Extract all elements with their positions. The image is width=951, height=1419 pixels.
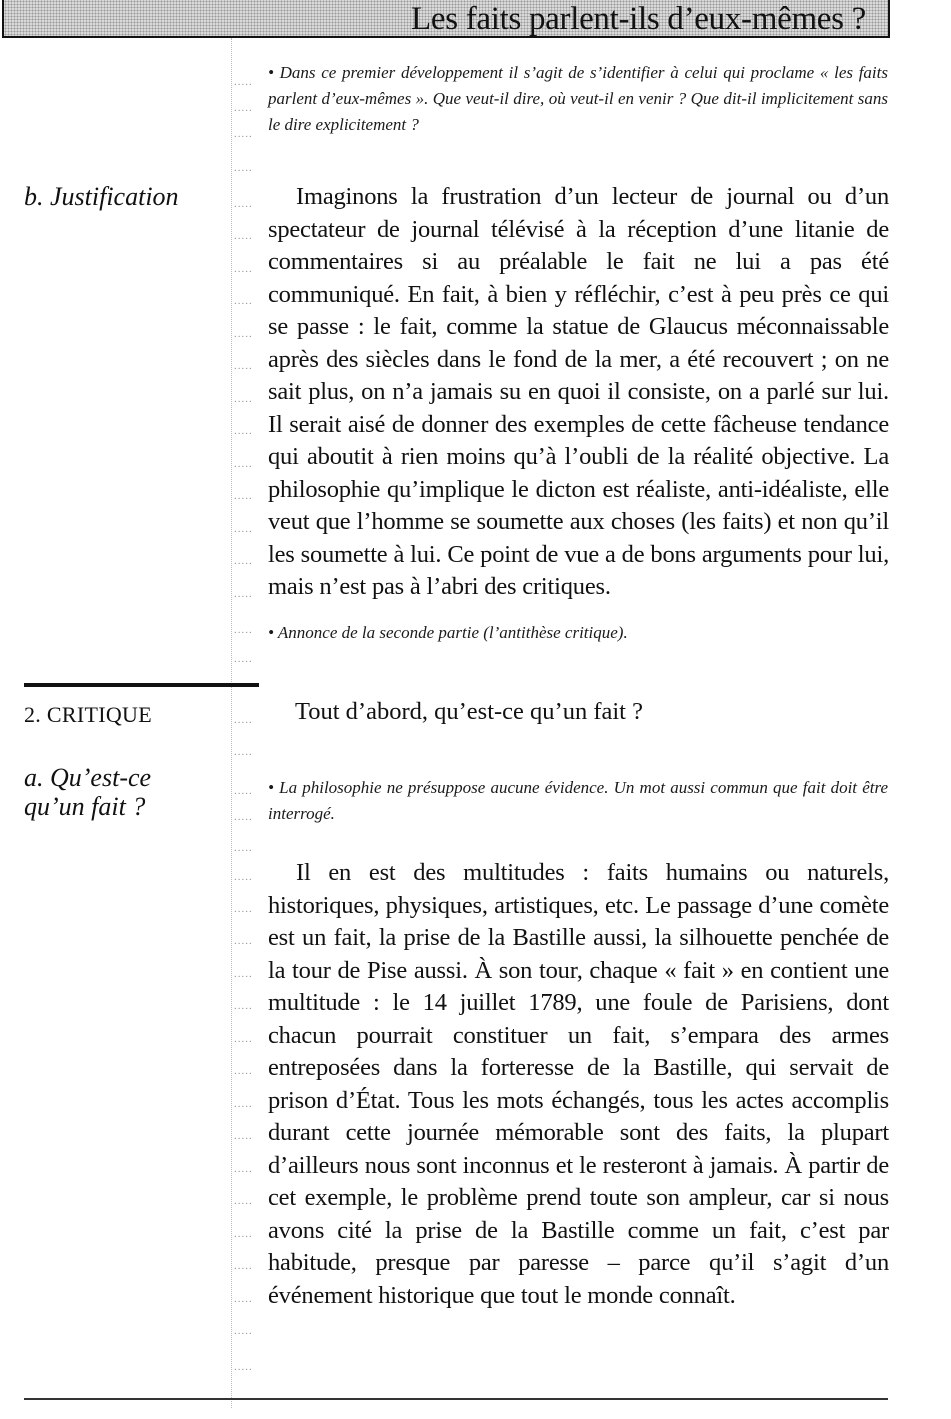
paragraph-justification: Imaginons la frustration d’un lecteur de journal ou d’un spectateur de journal télévisé à la réception d’une litanie de commentaires si au préalable le fait ne lui a pas été communiqué. En fait, à bien y réfléchir, c’est à peu près ce qui se passe : le fait, comme la statue de Glaucus méconnaissable après des siècles dans le fond de la mer, a été recouvert ; on ne sait plus, on n’a jamais su en quoi il consiste, on a parlé sur lui. Il serait aisé de donner des exemples de cette fâcheuse tendance qui aboutit à rien moins qu’à l’oubli de la réalité objective. La philosophie qu’implique le dicton est réaliste, anti-idéaliste, elle veut que l’homme se soumette aux choses (les faits) et non qu’il les soumette à lui. Ce point de vue a de bons arguments pour lui, mais n’est pas à l’abri des critiques. [268, 183, 889, 600]
page-bottom-rule [24, 1398, 888, 1400]
margin-note-3: • La philosophie ne présuppose aucune évidence. Un mot aussi commun que fait doit être interrogé. [268, 778, 888, 823]
subsection-heading-line2: qu’un fait ? [24, 792, 146, 822]
chapter-header-band [2, 0, 890, 38]
section-heading-justification: b. Justification [24, 182, 179, 211]
paragraph-opening-question: Tout d’abord, qu’est-ce qu’un fait ? [295, 698, 643, 725]
paragraph-multitudes: Il en est des multitudes : faits humains ou naturels, historiques, physiques, artistiques, etc. Le passage d’une comète est un fait, la prise de la Bastille aussi, la silhouette penchée de la tour de Pise aussi. À son tour, chaque « fait » en contient une multitude : le 14 juillet 1789, une foule de Parisiens, dont chacun pourrait constituer un fait, s’empara des armes entreposées dans la forteresse de la Bastille, qui servait de prison d’État. Tous les mots échangés, tous les actes accomplis durant cette journée mémorable sont des faits, la plupart d’ailleurs nous sont inconnus et le resteront à jamais. À partir de cet exemple, le problème prend toute son ampleur, car si nous avons cité la prise de la Bastille comme un fait, c’est par habitude, presque par paresse – parce qu’il s’agit d’un événement historique que tout le monde connaît. [268, 859, 889, 1309]
section-heading-critique: 2. CRITIQUE [24, 702, 152, 727]
margin-divider [231, 38, 232, 1408]
subsection-heading-what-is-fact [24, 763, 151, 821]
margin-note-2: • Annonce de la seconde partie (l’antithèse critique). [268, 623, 628, 642]
section-divider [24, 683, 259, 687]
margin-note-1: • Dans ce premier développement il s’agit de s’identifier à celui qui proclame « les faits parlent d’eux-mêmes ». Que veut-il dire, où veut-il en venir ? Que dit-il implicitement sans le dire explicitement ? [268, 63, 888, 134]
subsection-heading-line1: a. Qu’est-ce [24, 763, 152, 792]
chapter-title: Les faits parlent-ils d’eux-mêmes ? [411, 1, 866, 37]
